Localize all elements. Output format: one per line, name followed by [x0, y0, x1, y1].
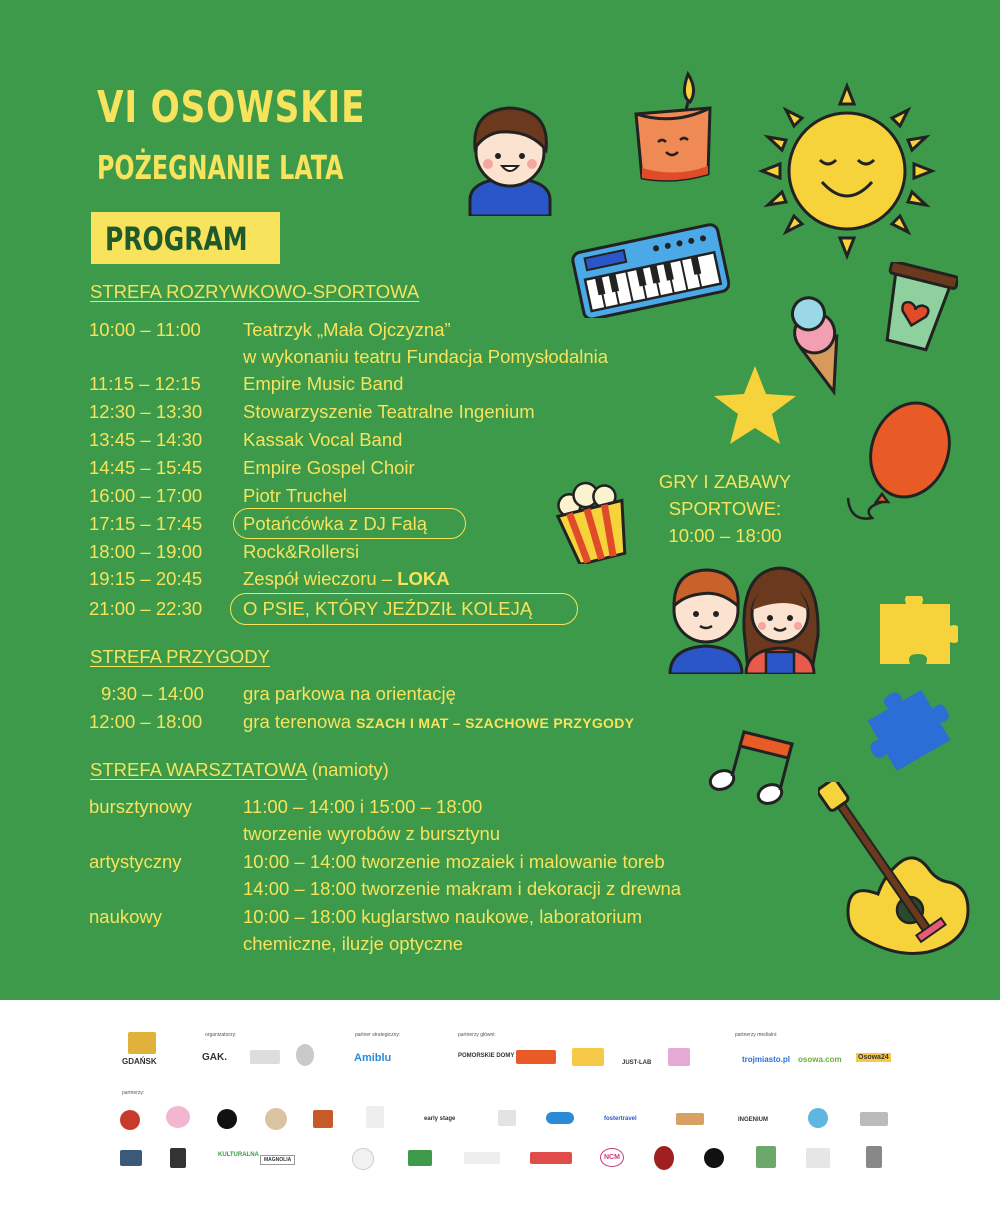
- vegan-coffee-logo: [408, 1150, 432, 1166]
- just-lab-logo: JUST-LAB: [622, 1060, 652, 1066]
- agnes-logo: [166, 1106, 190, 1128]
- partner-logo: [170, 1148, 186, 1168]
- workshop-line: 10:00 – 14:00 tworzenie mozaiek i malowanie toreb: [243, 851, 665, 872]
- caption-strategic-partner: partner strategiczny:: [355, 1032, 401, 1038]
- popcorn-icon: [548, 478, 638, 564]
- ncm-logo: NCM: [600, 1148, 624, 1167]
- partner-logo: [806, 1148, 830, 1168]
- schedule-act: Empire Music Band: [243, 373, 404, 394]
- partner-logo: [120, 1150, 142, 1166]
- caption-media-partners: partnerzy medialni:: [735, 1032, 778, 1038]
- gak-logo: GAK.: [202, 1052, 227, 1063]
- schedule-time: 9:30 – 14:00: [101, 683, 204, 704]
- schedule-act: Potańcówka z DJ Falą: [243, 513, 428, 534]
- workshop-line: 11:00 – 14:00 i 15:00 – 18:00: [243, 796, 483, 817]
- foster-travel-logo: fostertravel: [604, 1116, 637, 1122]
- caption-partners: partnerzy:: [122, 1090, 145, 1096]
- schedule-time: 12:30 – 13:30: [89, 401, 203, 422]
- workshop-name: naukowy: [89, 906, 163, 927]
- partner-logo: [704, 1148, 724, 1168]
- partner-logo: [654, 1146, 674, 1170]
- schedule-act-text: Zespół wieczoru –: [243, 568, 398, 589]
- partner-logo: [756, 1146, 776, 1168]
- candle-icon: [628, 70, 714, 186]
- empire-gospel-logo: [498, 1110, 516, 1126]
- game-title: SZACH I MAT – SZACHOWE PRZYGODY: [356, 715, 635, 731]
- schedule-act: Kassak Vocal Band: [243, 429, 403, 450]
- keyboard-icon: [570, 218, 730, 318]
- caption-organizers: organizatorzy:: [205, 1032, 237, 1038]
- partner-logo: [808, 1108, 828, 1128]
- mobilny-dom-kultury-logo: [250, 1050, 280, 1064]
- children-faces-icon: [662, 560, 824, 674]
- schedule-time: 11:15 – 12:15: [89, 373, 201, 394]
- schedule-act: Stowarzyszenie Teatralne Ingenium: [243, 401, 535, 422]
- pomorskie-domy-logo: POMORSKIE DOMY: [458, 1053, 515, 1059]
- guitar-icon: [818, 782, 990, 964]
- workshop-line: 10:00 – 18:00 kuglarstwo naukowe, laboratorium: [243, 906, 643, 927]
- partner-logo: [866, 1146, 882, 1168]
- partner-logo: [366, 1106, 384, 1128]
- workshop-line: chemiczne, iluzje optyczne: [243, 933, 464, 954]
- schedule-act: Empire Gospel Choir: [243, 457, 415, 478]
- boy-face-icon: [460, 100, 560, 216]
- kulturalna-logo: KULTURALNA: [218, 1152, 259, 1158]
- partner-logo: [860, 1112, 888, 1126]
- amiblu-logo: Amiblu: [354, 1052, 392, 1064]
- workshop-name: bursztynowy: [89, 796, 192, 817]
- workshop-name: artystyczny: [89, 851, 182, 872]
- partner-logo: [120, 1110, 140, 1130]
- sport-games-line2: SPORTOWE:: [668, 498, 782, 519]
- headliner-name: LOKA: [397, 568, 450, 589]
- schedule-act: [243, 711, 634, 733]
- osowa-com-logo: osowa.com: [798, 1055, 842, 1064]
- partner-logo: [313, 1110, 333, 1128]
- schedule-act: Piotr Truchel: [243, 485, 347, 506]
- stomatologia-logo: [516, 1050, 556, 1064]
- happy-kids-logo: [572, 1048, 604, 1066]
- schedule-time: 19:15 – 20:45: [89, 568, 203, 589]
- schedule-time: 14:45 – 15:45: [89, 457, 203, 478]
- schedule-act: [243, 568, 450, 590]
- program-label-box: [91, 212, 280, 264]
- coffee-cup-icon: [874, 262, 958, 352]
- trojmiasto-logo: trojmiasto.pl: [742, 1055, 791, 1064]
- schedule-time: 10:00 – 11:00: [89, 319, 201, 340]
- partner-logo: [546, 1112, 574, 1124]
- title-line2: POŻEGNANIE LATA: [97, 148, 344, 187]
- workshop-line: 14:00 – 18:00 tworzenie makram i dekoracji z drewna: [243, 878, 682, 899]
- star-icon: [710, 362, 800, 448]
- schedule-act-continued: w wykonaniu teatru Fundacja Pomysłodalnia: [243, 346, 609, 367]
- music-note-icon: [704, 720, 800, 806]
- ingenium-logo: INGENIUM: [738, 1117, 768, 1123]
- schedule-act: Teatrzyk „Mała Ojczyzna”: [243, 319, 451, 340]
- partner-logo: [530, 1152, 572, 1164]
- partner-logo: [352, 1148, 374, 1170]
- gdansk-logo-text: GDAŃSK: [122, 1057, 157, 1066]
- gdansk-crest-logo: [128, 1032, 156, 1054]
- section-heading-entertainment: STREFA ROZRYWKOWO-SPORTOWA: [90, 281, 420, 302]
- schedule-act: O PSIE, KTÓRY JEŹDZIŁ KOLEJĄ: [243, 598, 533, 619]
- schedule-time: 16:00 – 17:00: [89, 485, 203, 506]
- schedule-time: 17:15 – 17:45: [89, 513, 203, 534]
- title-line1: VI OSOWSKIE: [97, 82, 366, 133]
- sponsors-footer: [0, 1000, 1000, 1220]
- schedule-act: gra parkowa na orientację: [243, 683, 456, 704]
- section-heading-adventure: STREFA PRZYGODY: [90, 646, 270, 667]
- partner-logo: [265, 1108, 287, 1130]
- sport-games-line1: GRY I ZABAWY: [658, 471, 792, 492]
- sport-games-time: 10:00 – 18:00: [668, 525, 782, 546]
- partner-logo: [217, 1109, 237, 1129]
- yellow-puzzle-icon: [872, 596, 958, 668]
- magnolia-logo: MAGNOLIA: [260, 1155, 295, 1165]
- schedule-time: 13:45 – 14:30: [89, 429, 203, 450]
- balloon-icon: [842, 398, 952, 533]
- partner-logo: [676, 1113, 704, 1125]
- schedule-time: 21:00 – 22:30: [89, 598, 203, 619]
- caption-main-partners: partnerzy główni:: [458, 1032, 496, 1038]
- schedule-act-text: gra terenowa: [243, 711, 357, 732]
- early-stage-logo: early stage: [424, 1116, 456, 1122]
- osowa24-logo: Osowa24: [858, 1054, 889, 1061]
- program-label: PROGRAM: [105, 220, 248, 258]
- partner-logo: [464, 1152, 500, 1164]
- empire-music-logo: [668, 1048, 690, 1066]
- section-heading-workshop-row: [90, 759, 389, 781]
- schedule-time: 18:00 – 19:00: [89, 541, 203, 562]
- sport-games-info: [640, 468, 810, 549]
- osowa-crest-logo: [296, 1044, 314, 1066]
- section-heading-note: (namioty): [311, 759, 389, 780]
- blue-puzzle-icon: [862, 684, 952, 770]
- section-heading-workshop: STREFA WARSZTATOWA: [90, 759, 307, 780]
- sun-icon: [758, 82, 936, 260]
- schedule-act: Rock&Rollersi: [243, 541, 360, 562]
- schedule-time: 12:00 – 18:00: [89, 711, 203, 732]
- workshop-line: tworzenie wyrobów z bursztynu: [243, 823, 501, 844]
